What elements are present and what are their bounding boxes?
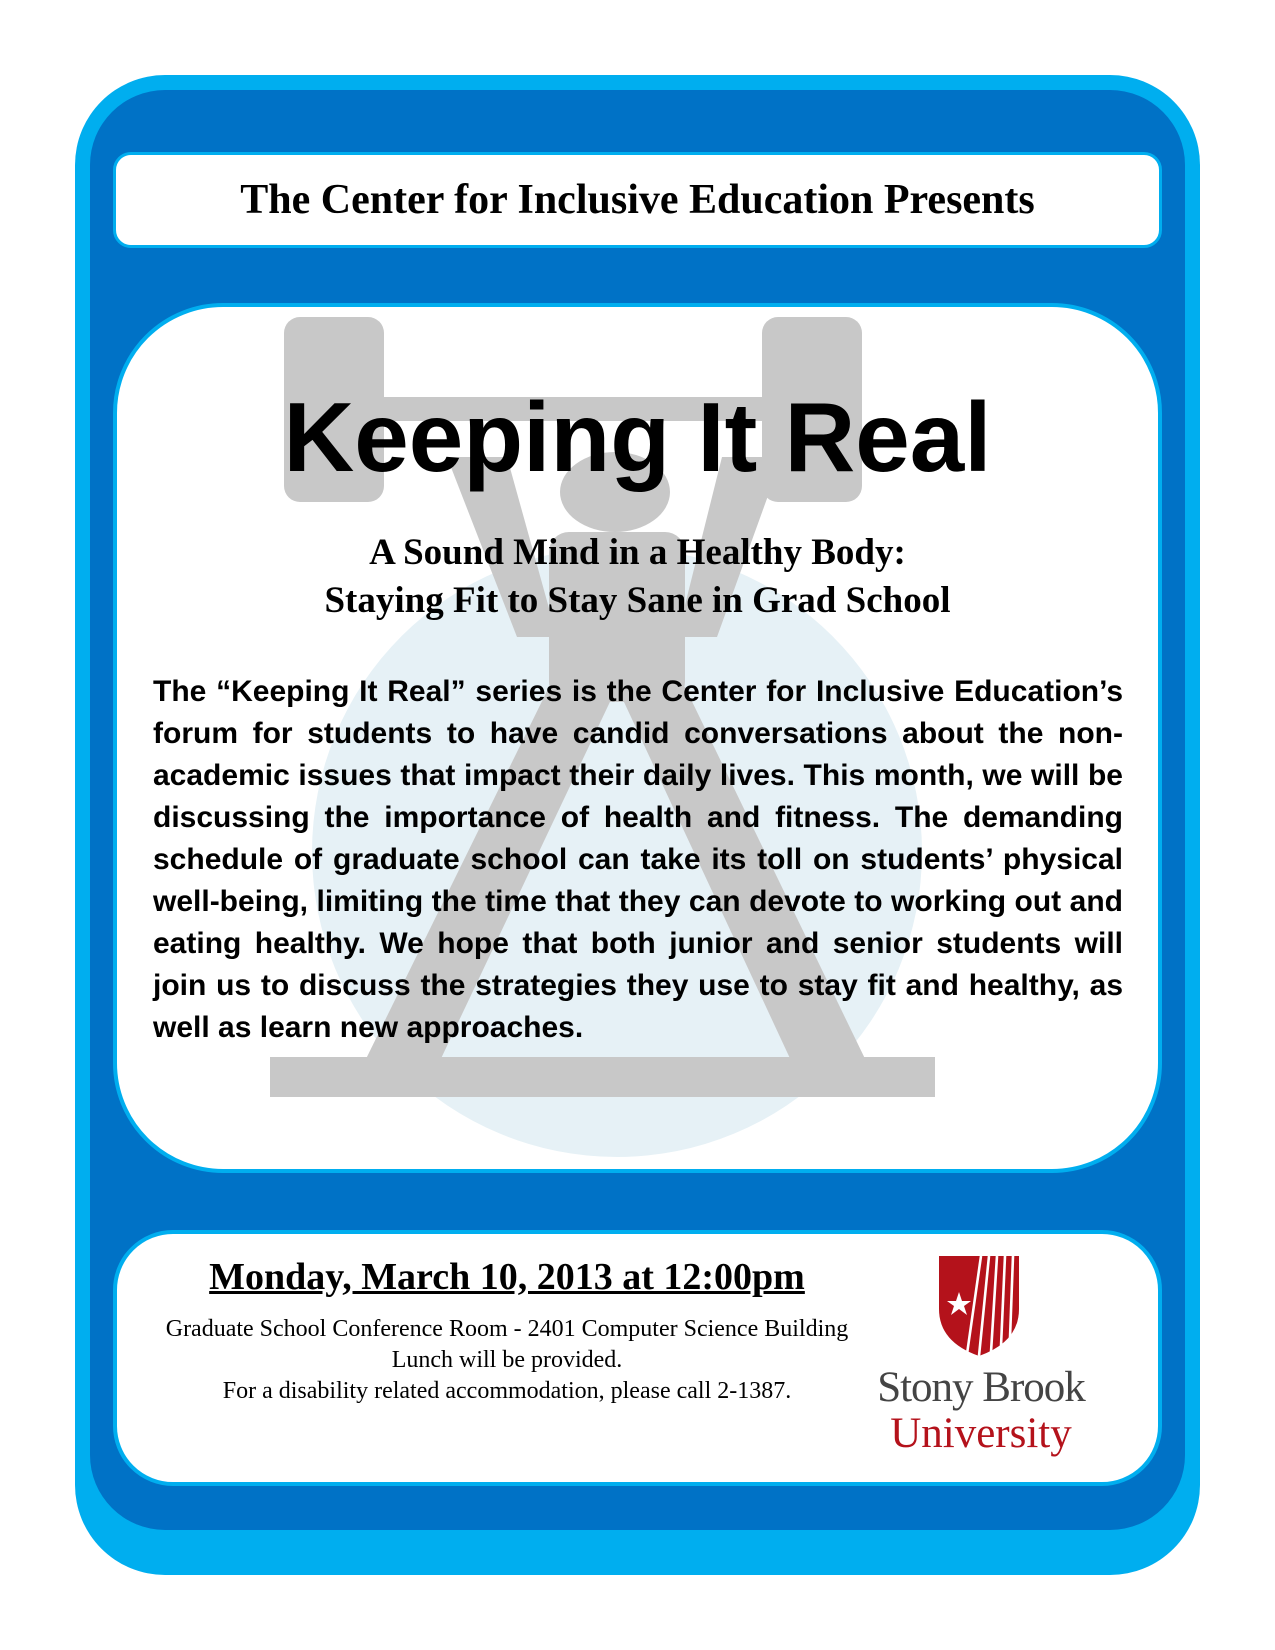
shield-star-icon xyxy=(937,1254,1021,1358)
event-location: Graduate School Conference Room - 2401 Computer Science Building xyxy=(165,1316,849,1342)
logo-text-university: University xyxy=(890,1410,1072,1457)
event-date: Monday, March 10, 2013 at 12:00pm xyxy=(209,1256,805,1298)
university-logo xyxy=(861,1254,1101,1469)
event-info-panel xyxy=(113,1230,1162,1486)
main-panel xyxy=(113,303,1162,1173)
event-series-title: Keeping It Real xyxy=(283,382,992,492)
event-lunch-note: Lunch will be provided. xyxy=(391,1347,623,1373)
subtitle-line-1: A Sound Mind in a Healthy Body: xyxy=(369,532,906,573)
event-details xyxy=(117,1314,897,1407)
event-accommodation-note: For a disability related accommodation, please call 2-1387. xyxy=(222,1378,792,1404)
presenter-title: The Center for Inclusive Education Presents xyxy=(240,177,1035,223)
header-banner xyxy=(113,152,1162,248)
event-description: The “Keeping It Real” series is the Center for Inclusive Education’s forum for students to have candid conversations about the non-academic issues that impact their daily lives. This month, we will be discussing the importance of health and fitness. The demanding schedule of graduate school can take its toll on students’ physical well-being, limiting the time that they can devote to working out and eating healthy. We hope that both junior and senior students will join us to discuss the strategies they use to stay fit and healthy, as well as learn new approaches. xyxy=(153,675,1123,1044)
event-subtitle xyxy=(117,529,1158,625)
subtitle-line-2: Staying Fit to Stay Sane in Grad School xyxy=(324,580,951,621)
logo-text-stony-brook: Stony Brook xyxy=(877,1364,1085,1411)
